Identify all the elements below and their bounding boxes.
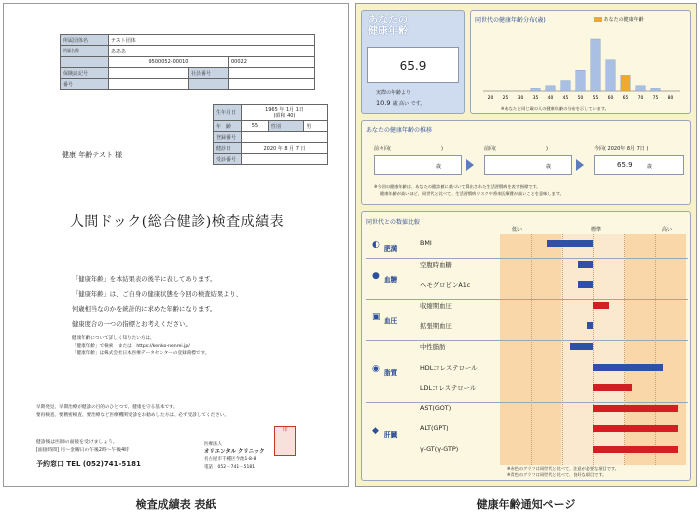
cmp-bar <box>587 322 593 329</box>
health-age-value: 65.9 <box>367 47 459 83</box>
clinic-info <box>204 441 265 471</box>
health-age-box <box>361 10 465 114</box>
age-title-1: あなたの <box>368 15 408 26</box>
info-table <box>213 104 328 165</box>
insurance-label: 保険証記号 <box>61 68 109 79</box>
caption-left: 検査成績表 表紙 <box>135 498 217 511</box>
cmp-category-label: 血圧 <box>384 317 398 326</box>
warn-line: 早期発見、早期治療が健診の目的のひとつで、健康を守る基本です。 <box>36 405 178 410</box>
dist-tick-label: 70 <box>637 96 644 101</box>
group-label: 所属団体名 <box>61 35 109 46</box>
sex-label: 性別 <box>268 121 303 132</box>
legend-swatch-icon <box>594 17 602 22</box>
age-title-2: 健康年齢 <box>368 26 408 37</box>
trend-title: あなたの健康年齢の推移 <box>366 127 433 134</box>
birth-label: 生年月日 <box>214 105 242 121</box>
cmp-bar <box>578 281 594 288</box>
cmp-separator <box>366 402 688 403</box>
dist-bar <box>561 81 571 91</box>
comparison-box <box>361 211 691 481</box>
cmp-gridline <box>531 234 532 465</box>
cmp-item-label: 収縮期血圧 <box>420 301 452 310</box>
cmp-note-1: ※赤色のグラフは同世代と比べて、注意が必要な項目です。 <box>507 466 619 471</box>
cmp-item-label: 拡張期血圧 <box>420 322 452 331</box>
dist-tick-label: 25 <box>502 96 509 101</box>
cmp-low: 低い <box>512 227 523 233</box>
cmp-bar <box>547 240 594 247</box>
arrow-right-icon <box>466 159 474 171</box>
cmp-high: 高い <box>662 227 673 233</box>
birth-era: (昭和 40) <box>273 112 296 119</box>
cmp-title: 同世代との数値比較 <box>366 219 421 226</box>
id-suffix: 00022 <box>229 57 315 68</box>
trend-note-2: 健康年齢が高いほど、同世代と比べて、生活習慣病リスクや将来医療費が高いことを意味します。 <box>380 191 564 196</box>
employee-label: 社員番号 <box>189 68 229 79</box>
dist-bar <box>576 70 586 91</box>
dist-bar <box>606 60 616 91</box>
dist-tick-label: 80 <box>667 96 674 101</box>
dist-tick-label: 60 <box>607 96 614 101</box>
reg-label: 登録番号 <box>214 132 242 143</box>
branch-value: あああ <box>109 46 315 57</box>
cmp-category-label: 血糖 <box>384 276 398 285</box>
cmp-bar <box>593 446 678 453</box>
dist-bar <box>636 86 646 91</box>
foot-line: 健診後は医師の面接を受けましょう。 <box>36 440 118 445</box>
dist-bar <box>651 88 661 91</box>
body-line: 「健康年齢」は、ご自身の健康状態を今回の検査結果より、 <box>72 291 243 298</box>
report-cover <box>3 3 349 487</box>
cmp-bar <box>593 405 678 412</box>
report-title: 人間ドック(総合健診)検査成績表 <box>69 214 285 230</box>
birth-value: 1965 年 1月 1日 <box>265 106 304 113</box>
cmp-bar <box>593 425 678 432</box>
cmp-item-label: ALT(GPT) <box>420 424 449 433</box>
prev2-close: ) <box>440 146 443 152</box>
cmp-separator <box>366 258 688 259</box>
id-value: 9500052-00010 <box>109 57 229 68</box>
dist-tick-label: 45 <box>562 96 569 101</box>
dist-legend <box>594 16 644 23</box>
cmp-bar <box>570 343 593 350</box>
category-icon: ◉ <box>372 363 380 374</box>
actual-label: 実際の年齢より <box>376 90 412 96</box>
cmp-bar <box>593 384 632 391</box>
cmp-item-label: AST(GOT) <box>420 403 452 412</box>
cmp-note <box>507 466 619 478</box>
dist-title: 同世代の健康年齢分布(歳) <box>475 17 546 24</box>
prev1-unit: 歳 <box>545 164 551 170</box>
cmp-item-label: 中性脂肪 <box>420 343 446 351</box>
cmp-separator <box>366 299 688 300</box>
caption-right: 健康年齢通知ページ <box>476 498 576 511</box>
body-line: 健康度合の一つの指標とお考えください。 <box>72 321 192 328</box>
dist-tick-label: 40 <box>547 96 554 101</box>
dist-tick-label: 35 <box>532 96 539 101</box>
age-value: 55 <box>242 121 269 132</box>
clinic-name: オリエンタル クリニック <box>204 448 265 455</box>
dist-tick-label: 75 <box>652 96 659 101</box>
group-value: テスト団体 <box>109 35 315 46</box>
prev2-unit: 歳 <box>435 164 441 170</box>
cmp-item-label: LDLコレステロール <box>420 384 477 393</box>
prev1-value-box <box>484 155 572 175</box>
sex-value: 男 <box>304 121 328 132</box>
prev1-label: 前回( <box>484 146 496 152</box>
trend-note <box>374 183 564 197</box>
cover-warning <box>36 404 229 420</box>
number-label: 番号 <box>61 79 109 90</box>
cmp-bar <box>593 302 609 309</box>
patient-name: 健康 年齢テスト 様 <box>62 151 123 159</box>
seal-text: 印 <box>282 427 288 433</box>
prev2-value-box <box>374 155 462 175</box>
category-icon: ◆ <box>372 425 379 436</box>
reservation-tel: 予約窓口 TEL (052)741-5181 <box>36 460 141 468</box>
diff-value: 10.9 <box>376 99 391 107</box>
dist-bar <box>546 86 556 91</box>
distribution-chart <box>477 27 682 105</box>
cover-footer <box>36 439 129 454</box>
cmp-note-2: ※青色のグラフは同世代と比べて、良好な項目です。 <box>507 472 607 477</box>
dist-note: ※あなたと同じ歳の人の健康年齢の分布を示しています。 <box>501 106 609 111</box>
dist-tick-label: 20 <box>487 96 494 101</box>
category-icon: ▣ <box>372 312 381 323</box>
cmp-gridline <box>562 234 563 465</box>
foot-line: [面接時間] 月〜金曜日の午後2時〜午後4時 <box>36 447 129 453</box>
body-line: 「健康年齢」を本結果表の後半に表してあります。 <box>72 276 217 283</box>
prev1-close: ) <box>545 146 548 152</box>
comparison-chart <box>362 212 692 482</box>
receipt-label: 受診番号 <box>214 154 242 165</box>
now-unit: 歳 <box>647 164 653 170</box>
note-line: 健康年齢について詳しく知りたい方は、 <box>72 336 155 341</box>
note-line: 「健康年齢」で検索 または https://kenko-nenrei.jp/ <box>72 343 190 349</box>
org-line: 電話 052－741－5181 <box>204 464 256 470</box>
warn-line: 要再検査、要精密検査、要治療など医療機関受診をお勧めした方は、必ず受診してください。 <box>36 413 229 418</box>
header-table <box>60 34 315 90</box>
cmp-item-label: HDLコレステロール <box>420 363 478 372</box>
dist-tick-label: 55 <box>592 96 599 101</box>
cover-note <box>72 335 209 358</box>
clinic-seal <box>274 426 296 456</box>
dist-legend-label: あなたの健康年齢 <box>603 17 644 23</box>
category-icon: ● <box>372 271 380 282</box>
cmp-std: 標準 <box>591 227 602 233</box>
cmp-item-label: ヘモグロビンA1c <box>420 281 471 290</box>
now-value: 65.9 <box>617 161 633 169</box>
dist-bar <box>621 75 631 91</box>
note-line: 「健康年齢」は株式会社日本医療データセンターの登録商標です。 <box>72 351 210 356</box>
category-icon: ◐ <box>372 240 380 251</box>
arrow-right-icon <box>576 159 584 171</box>
cmp-item-label: γ-GT(γ-GTP) <box>420 445 459 453</box>
cmp-category-label: 脂質 <box>384 368 398 377</box>
now-value-box <box>594 155 684 175</box>
diff-suffix: 歳 高い です。 <box>392 101 426 107</box>
dist-bar <box>591 39 601 91</box>
dist-tick-label: 30 <box>517 96 524 101</box>
cmp-item-label: 空腹時血糖 <box>420 260 452 269</box>
distribution-box <box>470 10 691 114</box>
body-line: 何歳相当なのかを統計的に求めた年齢になります。 <box>72 306 217 313</box>
health-age-notice <box>355 3 697 487</box>
prev2-label: 前々回( <box>374 146 391 152</box>
age-label: 年 齢 <box>214 121 242 132</box>
trend-box <box>361 120 691 205</box>
exam-date-label: 健診日 <box>214 143 242 154</box>
cmp-item-label: BMI <box>420 239 432 247</box>
cmp-category-label: 肥満 <box>384 245 398 254</box>
dist-tick-label: 50 <box>577 96 584 101</box>
org-line: 名古屋市千種区今池1-8-8 <box>204 457 257 462</box>
dist-tick-label: 65 <box>622 96 629 101</box>
cover-body <box>72 272 242 332</box>
now-label: 今回( 2020年 8月 7日 ) <box>594 146 649 152</box>
cmp-category-label: 肝臓 <box>384 430 398 439</box>
dist-bar <box>531 88 541 91</box>
cmp-bar <box>578 261 594 268</box>
trend-note-1: ※今回の健康年齢は、あなたの健診値に基づいて算出された生活習慣病を表す指標です。 <box>374 184 541 189</box>
exam-date-value: 2020 年 8 月 7 日 <box>242 143 328 154</box>
org-line: 医療法人 <box>204 442 222 447</box>
cmp-bar <box>593 364 663 371</box>
cmp-separator <box>366 340 688 341</box>
branch-label: 所属名称 <box>61 46 109 57</box>
